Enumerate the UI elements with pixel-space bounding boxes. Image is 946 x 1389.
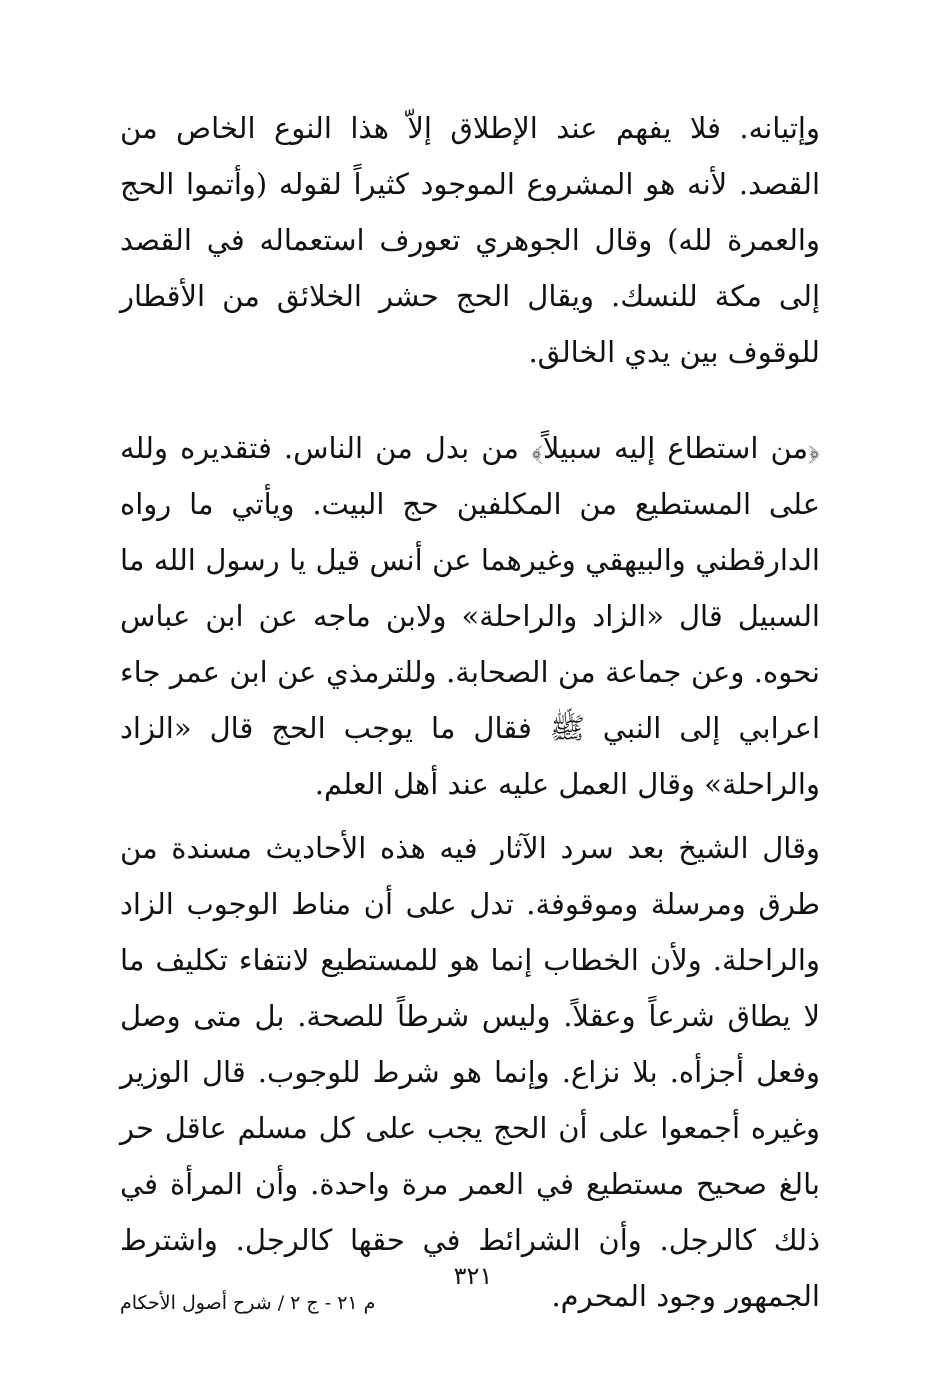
footer-reference: م ٢١ - ج ٢ / شرح أصول الأحكام [120, 1292, 376, 1314]
paragraph-3: وقال الشيخ بعد سرد الآثار فيه هذه الأحاديث مسندة من طرق ومرسلة وموقوفة. تدل على أن مناط الوجوب الزاد والراحلة. ولأن الخطاب إنما هو للمستطيع لانتفاء تكليف ما لا يطاق شرعاً وعقلاً. وليس شرطاً للصحة. بل متى وصل وفعل أجزأه. بلا نزاع. وإنما هو شرط للوجوب. قال الوزير وغيره أجمعوا على أن الحج يجب على كل مسلم عاقل حر بالغ صحيح مستطيع في العمر مرة واحدة. وأن المرأة في ذلك كالرجل. وأن الشرائط في حقها كالرجل. واشترط الجمهور وجود المحرم. [120, 831, 820, 1313]
page-number: ٣٢١ [453, 1262, 493, 1290]
paragraph-2: ﴿من استطاع إليه سبيلاً﴾ من بدل من الناس. فتقديره ولله على المستطيع من المكلفين حج البيت. ويأتي ما رواه الدارقطني والبيهقي وغيرهما عن أنس قيل يا رسول الله ما السبيل قال «الزاد والراحلة» ولابن ماجه عن ابن عباس نحوه. وعن جماعة من الصحابة. وللترمذي عن ابن عمر جاء اعرابي إلى النبي ﷺ فقال ما يوجب الحج قال «الزاد والراحلة» وقال العمل عليه عند أهل العلم. [120, 431, 820, 801]
paragraph-1: وإتيانه. فلا يفهم عند الإطلاق إلاّ هذا النوع الخاص من القصد. لأنه هو المشروع الموجود كثيراً لقوله (وأتموا الحج والعمرة لله) وقال الجوهري تعورف استعماله في القصد إلى مكة للنسك. ويقال الحج حشر الخلائق من الأقطار للوقوف بين يدي الخالق. [120, 111, 820, 369]
